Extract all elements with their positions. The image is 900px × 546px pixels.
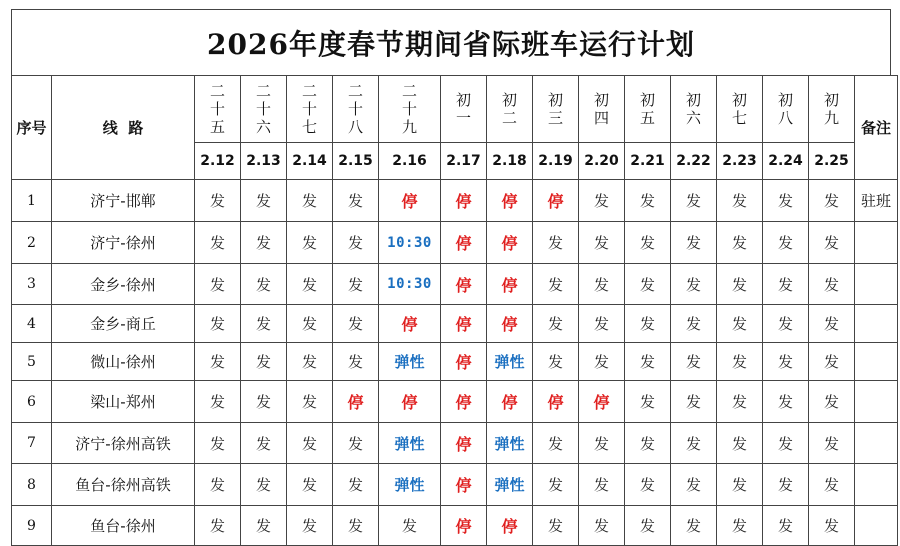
- status-depart: 发: [809, 180, 855, 222]
- status-depart: 发: [671, 381, 717, 423]
- header-greg-date: 2.12: [195, 143, 241, 180]
- status-depart: 发: [195, 264, 241, 305]
- lunar-char: 二: [255, 82, 271, 100]
- header-lunar-date: [763, 76, 809, 143]
- header-greg-date: 2.18: [487, 143, 533, 180]
- status-depart: 发: [333, 464, 379, 506]
- status-depart: 发: [625, 222, 671, 264]
- status-depart: 发: [717, 180, 763, 222]
- table-row: [12, 305, 898, 343]
- lunar-char: 十: [347, 100, 363, 118]
- status-depart: 发: [625, 464, 671, 506]
- status-depart: 发: [287, 381, 333, 423]
- status-depart: 发: [625, 305, 671, 343]
- status-depart: 发: [287, 264, 333, 305]
- status-stop: 停: [379, 180, 441, 222]
- status-depart: 发: [579, 222, 625, 264]
- row-number: 6: [12, 381, 52, 423]
- status-depart: 发: [533, 423, 579, 464]
- lunar-char: 十: [301, 100, 317, 118]
- status-depart: 发: [671, 506, 717, 546]
- lunar-char: 十: [209, 100, 225, 118]
- status-depart: 发: [809, 423, 855, 464]
- status-stop: 停: [441, 180, 487, 222]
- lunar-char: 六: [685, 109, 701, 127]
- status-depart: 发: [195, 343, 241, 381]
- lunar-char: 二: [347, 82, 363, 100]
- lunar-char: 十: [255, 100, 271, 118]
- status-depart: 发: [763, 506, 809, 546]
- status-depart: 发: [195, 222, 241, 264]
- status-depart: 发: [333, 423, 379, 464]
- status-depart: 发: [287, 222, 333, 264]
- status-depart: 发: [333, 506, 379, 546]
- status-depart: 发: [533, 506, 579, 546]
- lunar-char: 一: [455, 109, 471, 127]
- route-name: 梁山-郑州: [52, 381, 195, 423]
- lunar-char: 九: [823, 109, 839, 127]
- header-greg-date: 2.17: [441, 143, 487, 180]
- table-row: [12, 506, 898, 546]
- status-stop: 停: [441, 423, 487, 464]
- lunar-char: 八: [777, 109, 793, 127]
- lunar-char: 二: [401, 82, 417, 100]
- header-lunar-date: [717, 76, 763, 143]
- status-depart: 发: [763, 305, 809, 343]
- status-stop: 停: [441, 343, 487, 381]
- route-name: 济宁-徐州高铁: [52, 423, 195, 464]
- status-depart: 发: [241, 222, 287, 264]
- status-stop: 停: [487, 506, 533, 546]
- row-number: 4: [12, 305, 52, 343]
- status-depart: 发: [195, 506, 241, 546]
- lunar-char: 初: [455, 91, 471, 109]
- row-number: 9: [12, 506, 52, 546]
- header-seq: 序号: [12, 76, 52, 180]
- lunar-char: 二: [301, 82, 317, 100]
- route-name: 金乡-商丘: [52, 305, 195, 343]
- status-stop: 停: [441, 222, 487, 264]
- table-row: [12, 264, 898, 305]
- status-stop: 停: [487, 180, 533, 222]
- status-depart: 发: [717, 464, 763, 506]
- route-name: 微山-徐州: [52, 343, 195, 381]
- status-depart: 发: [579, 180, 625, 222]
- lunar-char: 四: [593, 109, 609, 127]
- status-depart: 发: [671, 305, 717, 343]
- status-depart: 发: [533, 343, 579, 381]
- status-depart: 发: [241, 506, 287, 546]
- lunar-char: 初: [685, 91, 701, 109]
- page-title: 2026年度春节期间省际班车运行计划: [207, 27, 695, 61]
- row-note: [855, 222, 898, 264]
- status-depart: 发: [287, 464, 333, 506]
- status-depart: 发: [287, 423, 333, 464]
- status-stop: 停: [533, 180, 579, 222]
- status-depart: 发: [241, 264, 287, 305]
- header-row-lunar: [12, 76, 898, 143]
- status-depart: 发: [625, 506, 671, 546]
- header-greg-date: 2.14: [287, 143, 333, 180]
- lunar-char: 二: [501, 109, 517, 127]
- header-lunar-date: [533, 76, 579, 143]
- header-lunar-date: [333, 76, 379, 143]
- status-depart: 发: [671, 222, 717, 264]
- row-note: [855, 305, 898, 343]
- status-depart: 发: [717, 423, 763, 464]
- status-stop: 停: [487, 264, 533, 305]
- lunar-char: 七: [731, 109, 747, 127]
- status-time: 10:30: [379, 264, 441, 305]
- lunar-char: 二: [209, 82, 225, 100]
- status-depart: 发: [625, 264, 671, 305]
- status-depart: 发: [333, 305, 379, 343]
- status-depart: 发: [671, 464, 717, 506]
- status-depart: 发: [287, 180, 333, 222]
- row-note: 驻班: [855, 180, 898, 222]
- header-lunar-date: [195, 76, 241, 143]
- header-lunar-date: [579, 76, 625, 143]
- status-time: 10:30: [379, 222, 441, 264]
- status-depart: 发: [671, 180, 717, 222]
- row-note: [855, 464, 898, 506]
- row-note: [855, 343, 898, 381]
- header-greg-date: 2.24: [763, 143, 809, 180]
- header-note: 备注: [855, 76, 898, 180]
- status-depart: 发: [333, 264, 379, 305]
- status-depart: 发: [533, 464, 579, 506]
- status-stop: 停: [487, 305, 533, 343]
- header-greg-date: 2.22: [671, 143, 717, 180]
- status-flexible: 弹性: [379, 343, 441, 381]
- lunar-char: 初: [731, 91, 747, 109]
- header-lunar-date: [625, 76, 671, 143]
- lunar-char: 初: [777, 91, 793, 109]
- header-greg-date: 2.25: [809, 143, 855, 180]
- lunar-char: 初: [823, 91, 839, 109]
- status-depart: 发: [195, 464, 241, 506]
- route-name: 济宁-徐州: [52, 222, 195, 264]
- status-depart: 发: [241, 423, 287, 464]
- header-greg-date: 2.21: [625, 143, 671, 180]
- status-depart: 发: [241, 305, 287, 343]
- row-number: 3: [12, 264, 52, 305]
- status-depart: 发: [241, 180, 287, 222]
- status-flexible: 弹性: [379, 464, 441, 506]
- status-depart: 发: [287, 305, 333, 343]
- route-name: 金乡-徐州: [52, 264, 195, 305]
- route-name: 鱼台-徐州高铁: [52, 464, 195, 506]
- status-stop: 停: [379, 305, 441, 343]
- status-depart: 发: [579, 464, 625, 506]
- header-lunar-date: [441, 76, 487, 143]
- status-depart: 发: [763, 264, 809, 305]
- status-depart: 发: [241, 464, 287, 506]
- status-depart: 发: [717, 381, 763, 423]
- status-depart: 发: [625, 180, 671, 222]
- status-depart: 发: [533, 222, 579, 264]
- route-name: 鱼台-徐州: [52, 506, 195, 546]
- status-depart: 发: [625, 343, 671, 381]
- header-greg-date: 2.19: [533, 143, 579, 180]
- row-note: [855, 423, 898, 464]
- status-depart: 发: [671, 343, 717, 381]
- status-depart: 发: [809, 264, 855, 305]
- status-depart: 发: [195, 305, 241, 343]
- status-depart: 发: [717, 506, 763, 546]
- status-depart: 发: [671, 423, 717, 464]
- status-stop: 停: [441, 506, 487, 546]
- header-lunar-date: [241, 76, 287, 143]
- lunar-char: 八: [347, 118, 363, 136]
- status-depart: 发: [379, 506, 441, 546]
- status-stop: 停: [533, 381, 579, 423]
- header-greg-date: 2.23: [717, 143, 763, 180]
- status-depart: 发: [579, 305, 625, 343]
- lunar-char: 三: [547, 109, 563, 127]
- status-depart: 发: [717, 264, 763, 305]
- lunar-char: 五: [639, 109, 655, 127]
- header-greg-date: 2.16: [379, 143, 441, 180]
- status-stop: 停: [333, 381, 379, 423]
- status-stop: 停: [487, 381, 533, 423]
- lunar-char: 十: [401, 100, 417, 118]
- status-depart: 发: [763, 381, 809, 423]
- status-stop: 停: [441, 381, 487, 423]
- status-depart: 发: [809, 343, 855, 381]
- status-stop: 停: [487, 222, 533, 264]
- status-depart: 发: [195, 381, 241, 423]
- table-row: [12, 381, 898, 423]
- status-flexible: 弹性: [487, 464, 533, 506]
- lunar-char: 初: [547, 91, 563, 109]
- table-row: [12, 222, 898, 264]
- header-lunar-date: [287, 76, 333, 143]
- status-stop: 停: [379, 381, 441, 423]
- table-row: [12, 423, 898, 464]
- row-number: 7: [12, 423, 52, 464]
- status-depart: 发: [809, 222, 855, 264]
- schedule-sheet: [11, 9, 891, 546]
- schedule-table: [11, 75, 898, 546]
- status-depart: 发: [625, 423, 671, 464]
- status-stop: 停: [579, 381, 625, 423]
- status-depart: 发: [717, 343, 763, 381]
- lunar-char: 六: [255, 118, 271, 136]
- status-flexible: 弹性: [379, 423, 441, 464]
- status-depart: 发: [763, 180, 809, 222]
- status-depart: 发: [333, 343, 379, 381]
- status-stop: 停: [441, 305, 487, 343]
- lunar-char: 初: [593, 91, 609, 109]
- status-depart: 发: [195, 423, 241, 464]
- status-depart: 发: [579, 343, 625, 381]
- status-depart: 发: [241, 381, 287, 423]
- row-number: 5: [12, 343, 52, 381]
- row-note: [855, 264, 898, 305]
- status-depart: 发: [809, 506, 855, 546]
- status-depart: 发: [579, 264, 625, 305]
- status-stop: 停: [441, 464, 487, 506]
- status-flexible: 弹性: [487, 343, 533, 381]
- status-depart: 发: [625, 381, 671, 423]
- status-depart: 发: [809, 305, 855, 343]
- header-lunar-date: [487, 76, 533, 143]
- lunar-char: 五: [209, 118, 225, 136]
- header-lunar-date: [379, 76, 441, 143]
- status-depart: 发: [287, 506, 333, 546]
- status-depart: 发: [287, 343, 333, 381]
- route-name: 济宁-邯郸: [52, 180, 195, 222]
- status-depart: 发: [763, 464, 809, 506]
- row-note: [855, 506, 898, 546]
- status-stop: 停: [441, 264, 487, 305]
- row-number: 1: [12, 180, 52, 222]
- title-box: [11, 9, 891, 75]
- status-flexible: 弹性: [487, 423, 533, 464]
- status-depart: 发: [333, 222, 379, 264]
- row-number: 2: [12, 222, 52, 264]
- lunar-char: 初: [501, 91, 517, 109]
- header-greg-date: 2.20: [579, 143, 625, 180]
- status-depart: 发: [809, 464, 855, 506]
- table-row: [12, 343, 898, 381]
- status-depart: 发: [763, 222, 809, 264]
- header-route: 线 路: [52, 76, 195, 180]
- lunar-char: 九: [401, 118, 417, 136]
- lunar-char: 初: [639, 91, 655, 109]
- status-depart: 发: [241, 343, 287, 381]
- header-greg-date: 2.15: [333, 143, 379, 180]
- table-row: [12, 464, 898, 506]
- status-depart: 发: [579, 506, 625, 546]
- status-depart: 发: [671, 264, 717, 305]
- status-depart: 发: [763, 343, 809, 381]
- status-depart: 发: [579, 423, 625, 464]
- table-row: [12, 180, 898, 222]
- header-greg-date: 2.13: [241, 143, 287, 180]
- row-number: 8: [12, 464, 52, 506]
- lunar-char: 七: [301, 118, 317, 136]
- status-depart: 发: [717, 222, 763, 264]
- status-depart: 发: [809, 381, 855, 423]
- status-depart: 发: [717, 305, 763, 343]
- header-lunar-date: [671, 76, 717, 143]
- status-depart: 发: [195, 180, 241, 222]
- status-depart: 发: [533, 305, 579, 343]
- status-depart: 发: [763, 423, 809, 464]
- header-lunar-date: [809, 76, 855, 143]
- row-note: [855, 381, 898, 423]
- status-depart: 发: [333, 180, 379, 222]
- status-depart: 发: [533, 264, 579, 305]
